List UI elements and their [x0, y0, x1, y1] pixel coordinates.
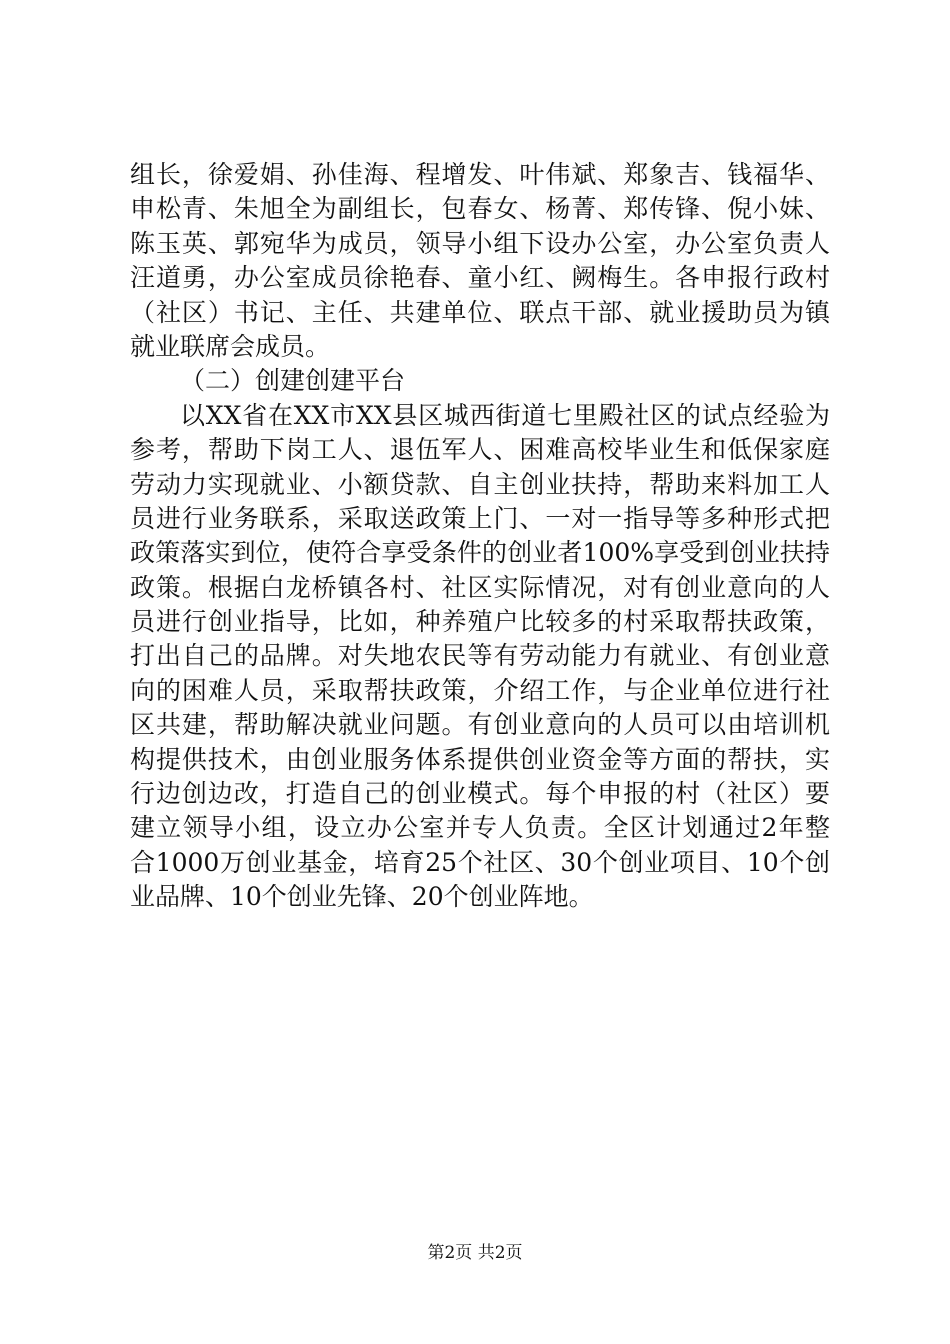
text-line: 以XX省在XX市XX县区城西街道七里殿社区的试点经验为: [180, 400, 830, 430]
text-line: 区共建，帮助解决就业问题。有创业意向的人员可以由培训机: [130, 710, 830, 740]
text-line: 申松青、朱旭全为副组长，包春女、杨菁、郑传锋、倪小妹、: [130, 194, 830, 224]
section-heading: （二）创建创建平台: [180, 366, 406, 396]
text-line: 汪道勇，办公室成员徐艳春、童小红、阙梅生。各申报行政村: [130, 263, 830, 293]
text-line: 合1000万创业基金，培育25个社区、30个创业项目、10个创: [130, 847, 830, 877]
text-line: 业品牌、10个创业先锋、20个创业阵地。: [130, 882, 594, 912]
page-footer: 第2页 共2页: [427, 1243, 523, 1263]
text-line: 向的困难人员，采取帮扶政策，介绍工作，与企业单位进行社: [130, 675, 830, 705]
text-line: （社区）书记、主任、共建单位、联点干部、就业援助员为镇: [130, 297, 830, 327]
text-line: 员进行创业指导，比如，种养殖户比较多的村采取帮扶政策，: [130, 607, 830, 637]
text-line: 员进行业务联系，采取送政策上门、一对一指导等多种形式把: [130, 503, 830, 533]
text-line: 政策。根据白龙桥镇各村、社区实际情况，对有创业意向的人: [130, 572, 830, 602]
text-line: 建立领导小组，设立办公室并专人负责。全区计划通过2年整: [130, 813, 830, 843]
text-line: 就业联席会成员。: [130, 331, 331, 361]
text-line: 行边创边改，打造自己的创业模式。每个申报的村（社区）要: [130, 779, 830, 809]
text-line: 打出自己的品牌。对失地农民等有劳动能力有就业、有创业意: [130, 641, 830, 671]
text-line: 组长，徐爱娟、孙佳海、程增发、叶伟斌、郑象吉、钱福华、: [130, 160, 830, 189]
text-line: 政策落实到位，使符合享受条件的创业者100%享受到创业扶持: [130, 538, 830, 568]
text-line: 参考，帮助下岗工人、退伍军人、困难高校毕业生和低保家庭: [130, 435, 830, 465]
text-line: 构提供技术，由创业服务体系提供创业资金等方面的帮扶，实: [130, 744, 830, 774]
text-line: 劳动力实现就业、小额贷款、自主创业扶持，帮助来料加工人: [130, 469, 830, 499]
document-body: [130, 158, 830, 915]
text-line: 陈玉英、郭宛华为成员，领导小组下设办公室，办公室负责人: [130, 228, 830, 258]
